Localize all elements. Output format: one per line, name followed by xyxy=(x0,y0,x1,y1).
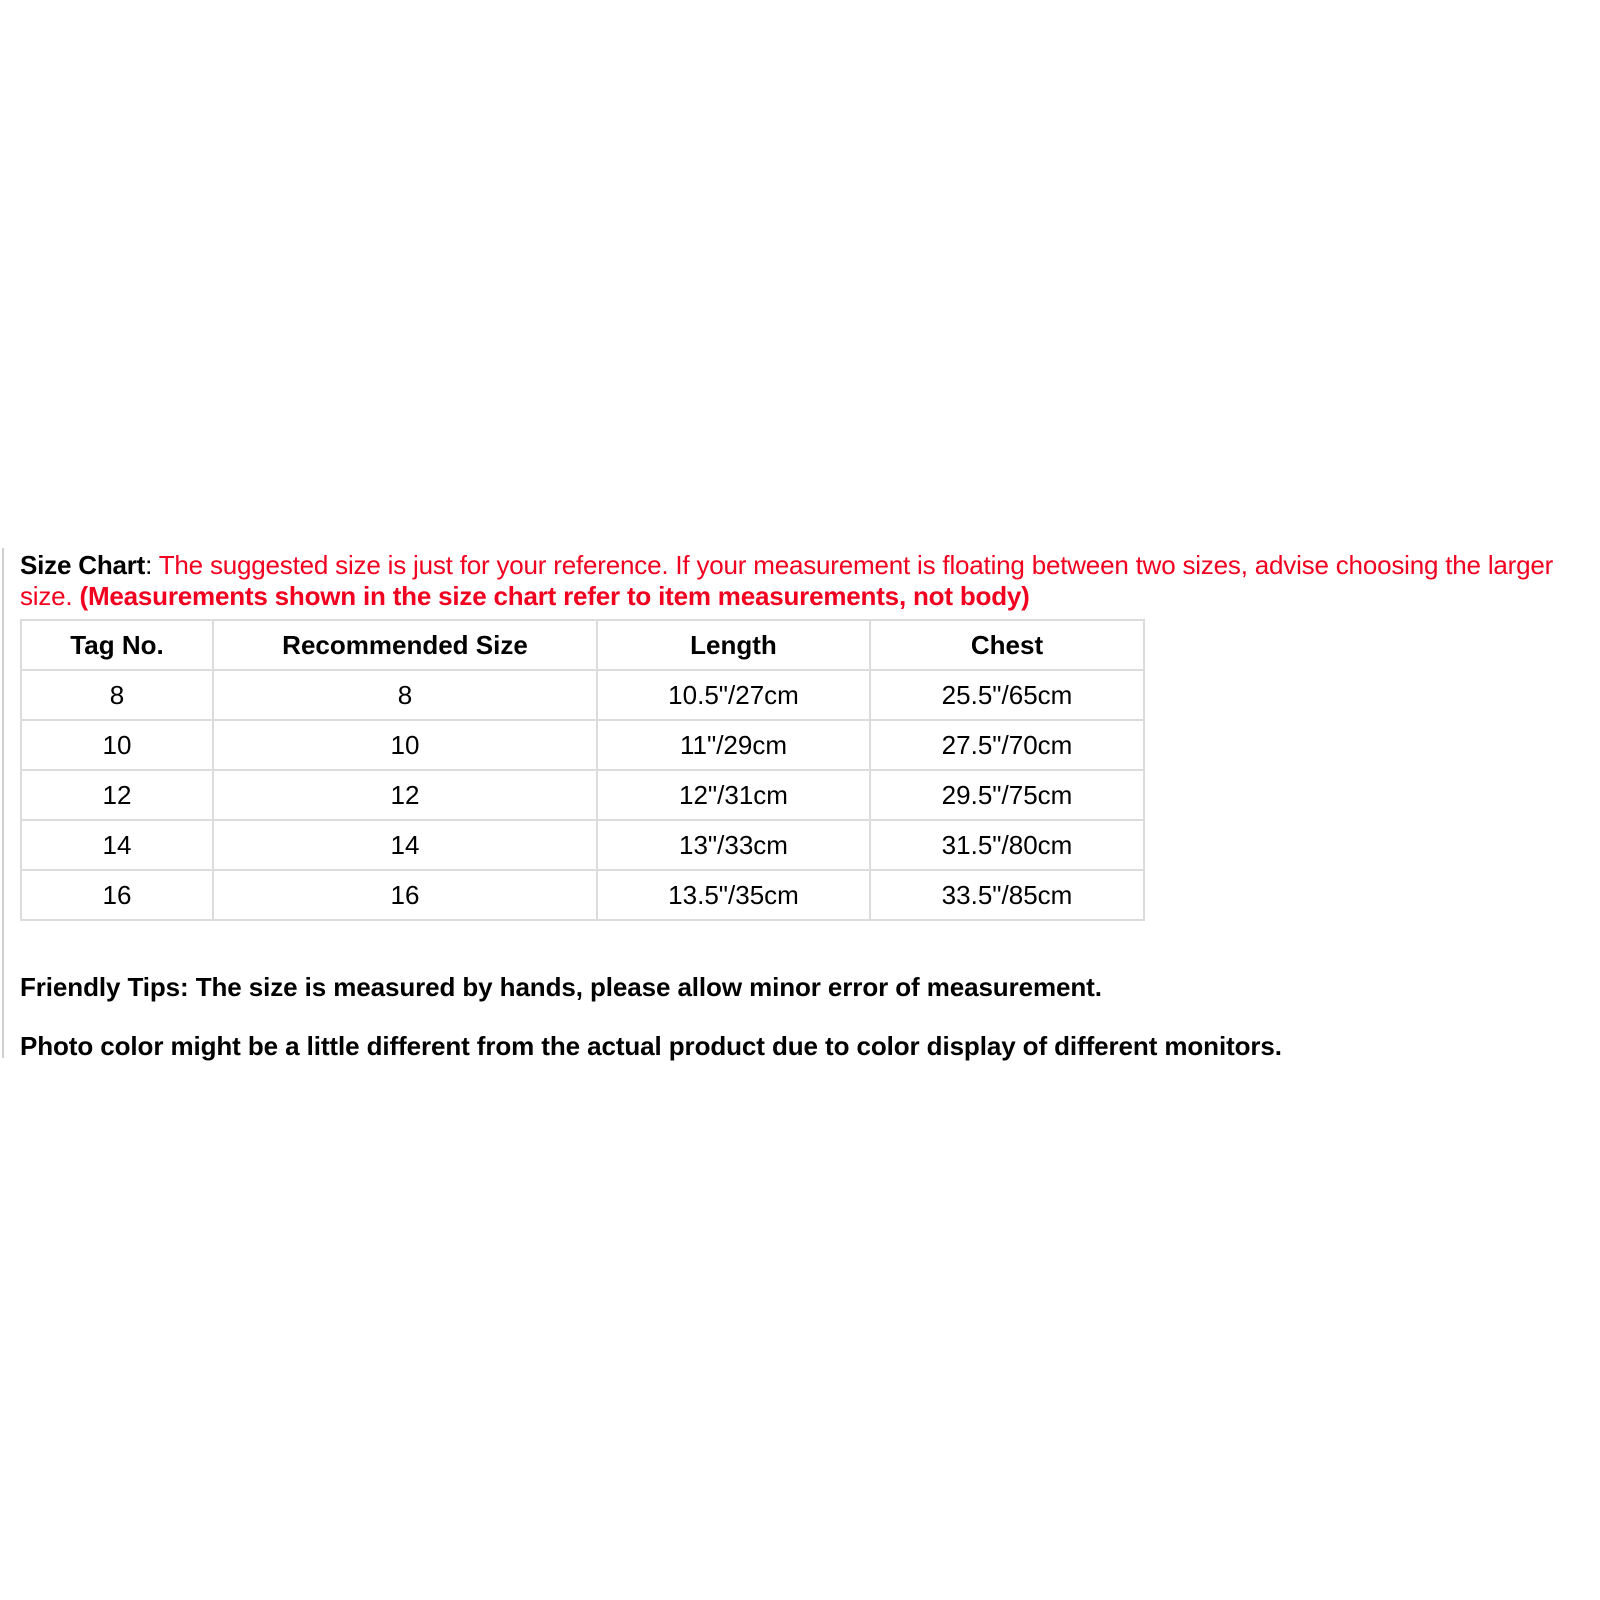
cell-tag-no: 12 xyxy=(21,770,213,820)
table-row xyxy=(21,870,1144,920)
header-tag-no: Tag No. xyxy=(21,620,213,670)
cell-tag-no: 14 xyxy=(21,820,213,870)
cell-recommended-size: 16 xyxy=(213,870,597,920)
cell-length: 13"/33cm xyxy=(597,820,870,870)
size-chart-label: Size Chart xyxy=(20,550,146,580)
photo-color-note: Photo color might be a little different from the actual product due to color display of different monitors. xyxy=(20,1031,1282,1061)
cell-chest: 33.5"/85cm xyxy=(870,870,1144,920)
header-chest: Chest xyxy=(870,620,1144,670)
size-chart-panel xyxy=(2,548,1594,1061)
table-row xyxy=(21,820,1144,870)
size-chart-intro xyxy=(20,550,1590,612)
cell-chest: 31.5"/80cm xyxy=(870,820,1144,870)
cell-tag-no: 10 xyxy=(21,720,213,770)
header-recommended-size: Recommended Size xyxy=(213,620,597,670)
friendly-tips: Friendly Tips: The size is measured by hands, please allow minor error of measurement. xyxy=(20,972,1102,1002)
cell-recommended-size: 12 xyxy=(213,770,597,820)
measurement-note: (Measurements shown in the size chart refer to item measurements, not body) xyxy=(79,581,1030,611)
cell-chest: 29.5"/75cm xyxy=(870,770,1144,820)
cell-length: 10.5"/27cm xyxy=(597,670,870,720)
cell-tag-no: 16 xyxy=(21,870,213,920)
table-row xyxy=(21,720,1144,770)
size-reference-note: The suggested size is just for your reference. If your measurement is floating between two sizes, advise choosing the larger size. xyxy=(20,550,1554,611)
cell-length: 12"/31cm xyxy=(597,770,870,820)
table-row xyxy=(21,670,1144,720)
cell-tag-no: 8 xyxy=(21,670,213,720)
cell-length: 13.5"/35cm xyxy=(597,870,870,920)
header-length: Length xyxy=(597,620,870,670)
cell-chest: 27.5"/70cm xyxy=(870,720,1144,770)
cell-length: 11"/29cm xyxy=(597,720,870,770)
intro-separator: : xyxy=(145,550,153,580)
cell-recommended-size: 8 xyxy=(213,670,597,720)
cell-recommended-size: 14 xyxy=(213,820,597,870)
cell-chest: 25.5"/65cm xyxy=(870,670,1144,720)
table-header-row xyxy=(21,620,1144,670)
size-table xyxy=(20,619,1145,921)
cell-recommended-size: 10 xyxy=(213,720,597,770)
table-row xyxy=(21,770,1144,820)
